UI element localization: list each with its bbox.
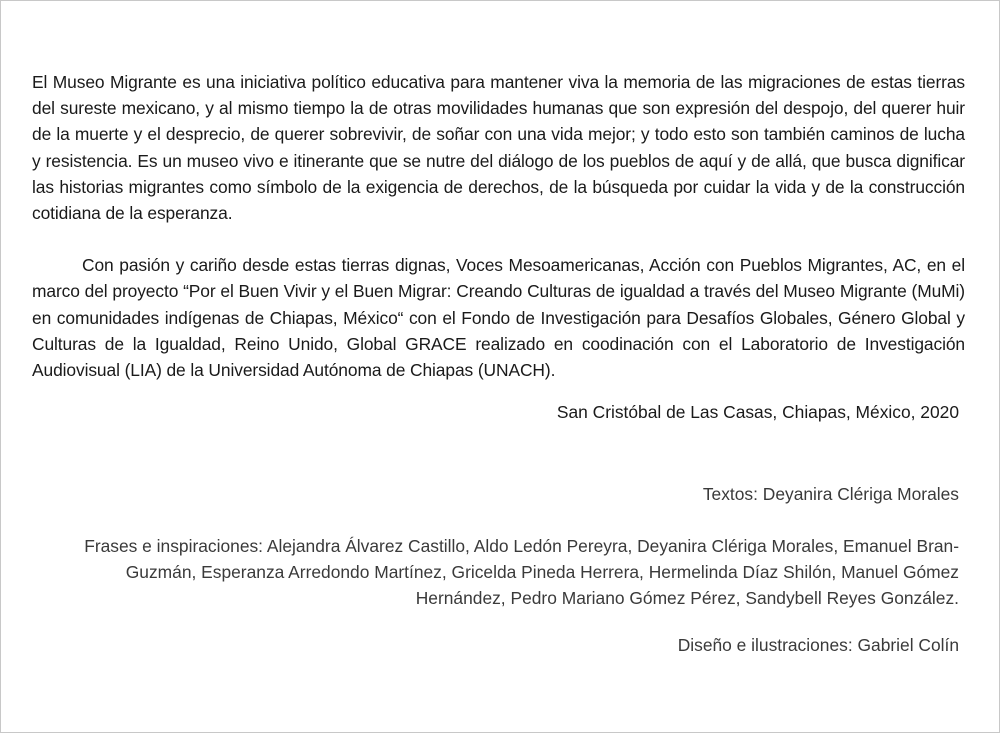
intro-paragraph: El Museo Migrante es una iniciativa político educativa para mantener viva la memoria de las migraciones de estas tierras del sureste mexicano, y al mismo tiempo la de otras movilidades humanas que son expresión del despojo, del querer huir de la muerte y el desprecio, de querer sobrevivir, de soñar con una vida mejor; y todo esto son también caminos de lucha y resistencia. Es un museo vivo e itinerante que se nutre del diálogo de los pueblos de aquí y de allá, que busca dignificar las historias migrantes como símbolo de la exigencia de derechos, de la búsqueda por cuidar la vida y de la construcción cotidiana de la esperanza. [32,72,965,224]
place-date: San Cristóbal de Las Casas, Chiapas, México, 2020 [556,402,959,422]
credit-texts: Textos: Deyanira Clériga Morales [702,484,959,504]
credit-design: Diseño e ilustraciones: Gabriel Colín [677,635,959,655]
body-text [32,69,965,383]
credit-phrases: Frases e inspiraciones: Alejandra Álvarez Castillo, Aldo Ledón Pereyra, Deyanira Clériga Morales, Emanuel Bran-Guzmán, Esperanza Arredondo Martínez, Gricelda Pineda Herrera, Hermelinda Díaz Shilón, Manuel Gómez Hernández, Pedro Mariano Gómez Pérez, Sandybell Reyes González. [84,536,959,608]
acknowledgement-paragraph: Con pasión y cariño desde estas tierras dignas, Voces Mesoamericanas, Acción con Pueblos Migrantes, AC, en el marco del proyecto “Por el Buen Vivir y el Buen Migrar: Creando Culturas de igualdad a través del Museo Migrante (MuMi) en comunidades indígenas de Chiapas, México“ con el Fondo de Investigación para Desafíos Globales, Género Global y Culturas de la Igualdad, Reino Unido, Global GRACE realizado en coodinación con el Laboratorio de Investigación Audiovisual (LIA) de la Universidad Autónoma de Chiapas (UNACH). [32,255,965,381]
